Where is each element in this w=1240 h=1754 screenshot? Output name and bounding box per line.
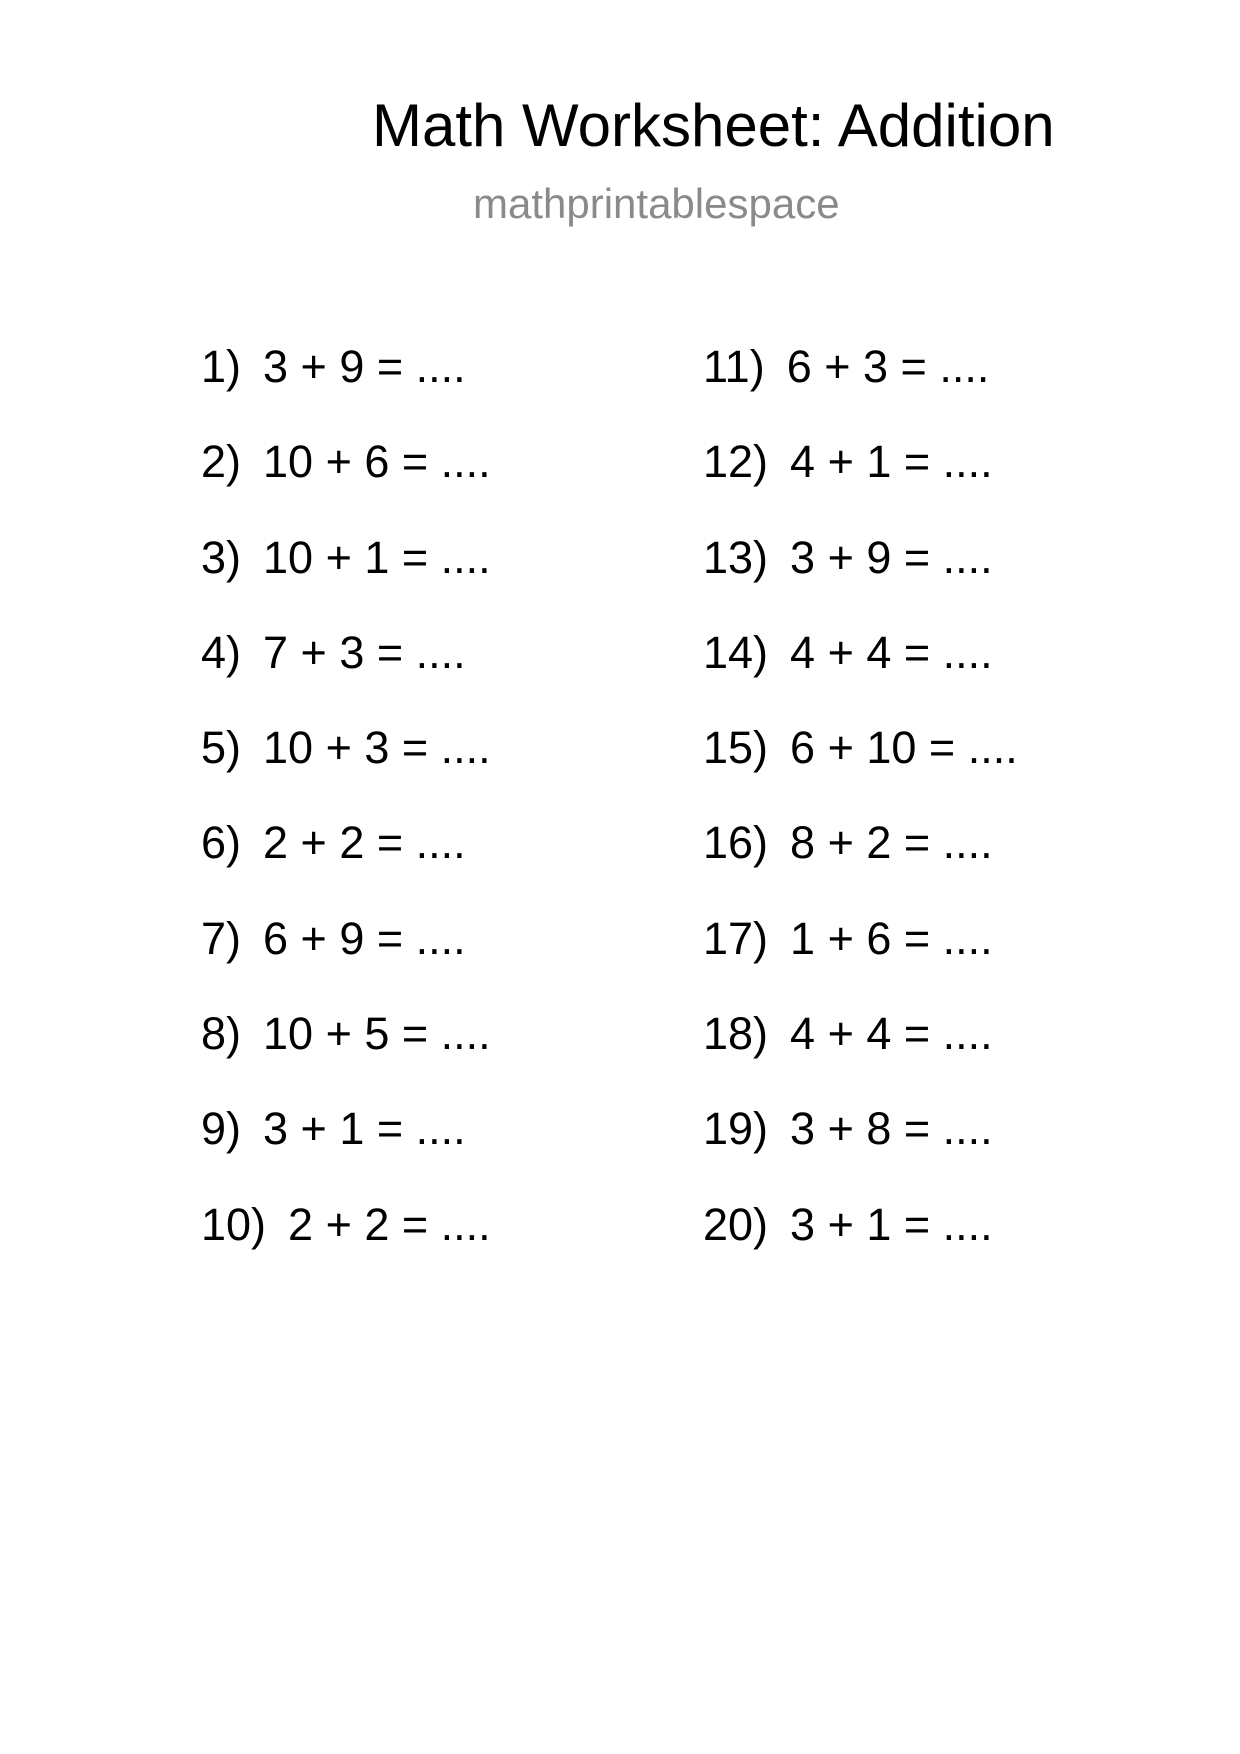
problem-5 [201, 721, 491, 816]
problem-17 [703, 912, 1018, 1007]
problem-2 [201, 435, 491, 530]
problem-number: 15) [703, 722, 769, 774]
problem-11 [703, 340, 1018, 435]
problem-expression: 6 + 3 = .... [786, 341, 990, 392]
problem-number: 17) [703, 912, 769, 964]
problem-expression: 4 + 1 = .... [790, 436, 993, 488]
problem-13 [703, 531, 1018, 626]
problem-number: 16) [703, 817, 769, 869]
problem-number: 19) [703, 1103, 769, 1155]
problem-expression: 10 + 6 = .... [263, 436, 491, 488]
problem-18 [703, 1007, 1018, 1102]
problem-expression: 8 + 2 = .... [790, 817, 993, 869]
problem-number: 12) [703, 436, 769, 488]
problems-right-column [703, 340, 1018, 1293]
problem-expression: 4 + 4 = .... [790, 1008, 993, 1060]
problem-14 [703, 626, 1018, 721]
problem-15 [703, 721, 1018, 816]
problem-number: 4) [201, 626, 242, 678]
problem-expression: 10 + 5 = .... [263, 1008, 491, 1060]
problems-left-column [201, 340, 491, 1293]
problem-expression: 1 + 6 = .... [790, 912, 993, 964]
problem-number: 20) [703, 1198, 769, 1250]
problem-number: 1) [201, 341, 242, 392]
problem-4 [201, 626, 491, 721]
problem-20 [703, 1198, 1018, 1293]
problem-number: 7) [201, 912, 242, 964]
problem-number: 14) [703, 626, 769, 678]
problem-9 [201, 1102, 491, 1197]
problem-number: 6) [201, 817, 242, 869]
problem-6 [201, 816, 491, 911]
problem-number: 8) [201, 1008, 242, 1060]
problem-8 [201, 1007, 491, 1102]
problem-19 [703, 1102, 1018, 1197]
problem-expression: 3 + 1 = .... [263, 1103, 466, 1155]
problem-number: 3) [201, 531, 242, 583]
problem-expression: 10 + 1 = .... [263, 531, 491, 583]
problem-number: 5) [201, 722, 242, 774]
problem-number: 13) [703, 531, 769, 583]
problem-10 [201, 1198, 491, 1293]
worksheet-title: Math Worksheet: Addition [372, 92, 1055, 159]
worksheet-subtitle: mathprintablespace [473, 180, 840, 227]
problem-expression: 2 + 2 = .... [288, 1198, 491, 1250]
problem-expression: 3 + 1 = .... [790, 1198, 993, 1250]
problem-12 [703, 435, 1018, 530]
problem-expression: 3 + 9 = .... [790, 531, 993, 583]
problem-number: 11) [703, 341, 765, 392]
problem-expression: 2 + 2 = .... [263, 817, 466, 869]
problem-expression: 6 + 10 = .... [790, 722, 1018, 774]
problem-expression: 3 + 8 = .... [790, 1103, 993, 1155]
problem-number: 9) [201, 1103, 242, 1155]
problem-number: 18) [703, 1008, 769, 1060]
problem-expression: 10 + 3 = .... [263, 722, 491, 774]
problem-number: 10) [201, 1198, 267, 1250]
problem-16 [703, 816, 1018, 911]
problem-number: 2) [201, 436, 242, 488]
problem-7 [201, 912, 491, 1007]
problem-1 [201, 340, 491, 435]
problem-3 [201, 531, 491, 626]
problem-expression: 4 + 4 = .... [790, 626, 993, 678]
problem-expression: 3 + 9 = .... [263, 341, 466, 392]
problem-expression: 7 + 3 = .... [263, 626, 466, 678]
problem-expression: 6 + 9 = .... [263, 912, 466, 964]
